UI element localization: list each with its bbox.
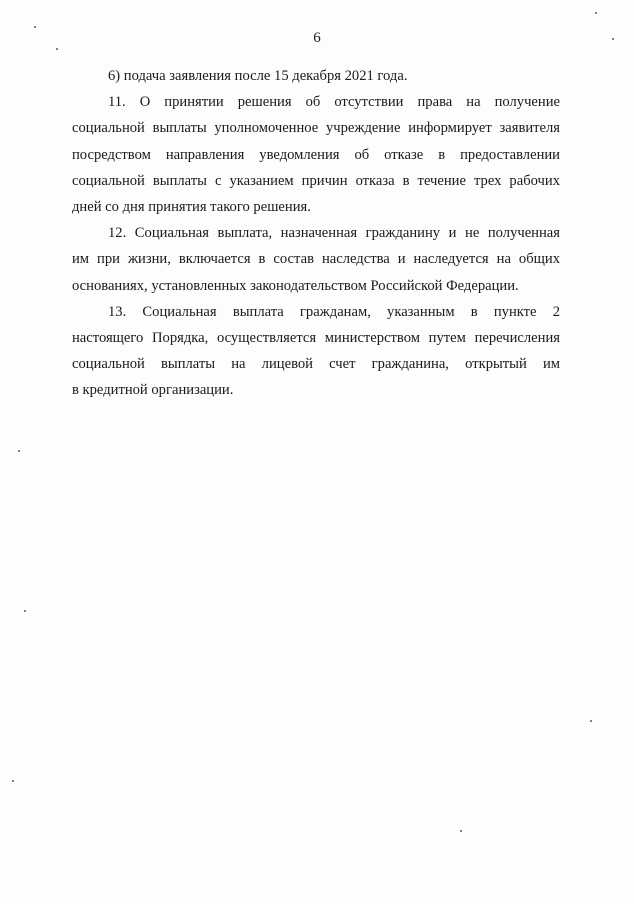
paragraph-13 (72, 299, 560, 404)
text-line: посредством направления уведомления об отказе в предоставлении (72, 146, 560, 163)
paragraph-11 (72, 89, 560, 220)
text-line: настоящего Порядка, осуществляется министерством путем перечисления (72, 330, 560, 347)
scan-speck (595, 12, 597, 14)
text-line: дней со дня принятия такого решения. (72, 199, 311, 216)
text-line: социальной выплаты уполномоченное учреждение информирует заявителя (72, 120, 560, 137)
scan-speck (590, 720, 592, 722)
scan-speck (24, 610, 26, 612)
text-line: 6) подача заявления после 15 декабря 2021 года. (108, 68, 408, 84)
scan-speck (34, 26, 36, 28)
text-line: им при жизни, включается в состав наследства и наследуется на общих (72, 251, 560, 268)
text-line: 13. Социальная выплата гражданам, указанным в пункте 2 (108, 303, 560, 320)
scan-speck (12, 780, 14, 782)
scan-speck (460, 830, 462, 832)
text-line: 12. Социальная выплата, назначенная гражданину и не полученная (108, 225, 560, 242)
document-body (72, 63, 560, 404)
text-line: 11. О принятии решения об отсутствии права на получение (108, 94, 560, 111)
paragraph-12 (72, 220, 560, 299)
list-item-6 (72, 63, 560, 89)
text-line: социальной выплаты на лицевой счет гражданина, открытый им (72, 356, 560, 373)
scan-speck (612, 38, 614, 40)
scan-speck (56, 48, 58, 50)
text-line: социальной выплаты с указанием причин отказа в течение трех рабочих (72, 172, 560, 189)
text-line: в кредитной организации. (72, 382, 234, 399)
page-number: 6 (313, 30, 321, 46)
text-line: основаниях, установленных законодательством Российской Федерации. (72, 277, 519, 294)
scan-speck (18, 450, 20, 452)
